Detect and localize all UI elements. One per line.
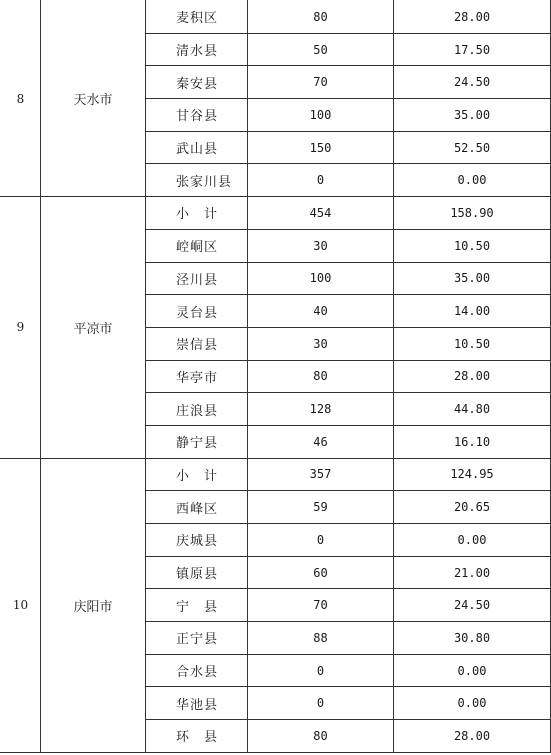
county-name: 秦安县 (146, 66, 248, 99)
amount-cell: 35.00 (394, 99, 551, 132)
count-cell: 59 (248, 491, 394, 524)
amount-cell: 24.50 (394, 589, 551, 622)
amount-cell: 30.80 (394, 622, 551, 655)
amount-cell: 28.00 (394, 1, 551, 34)
table-row (1, 458, 551, 491)
county-name: 崆峒区 (146, 229, 248, 262)
count-cell: 70 (248, 66, 394, 99)
count-cell: 0 (248, 524, 394, 557)
county-name: 小 计 (146, 458, 248, 491)
amount-cell: 10.50 (394, 327, 551, 360)
county-name: 甘谷县 (146, 99, 248, 132)
county-name: 泾川县 (146, 262, 248, 295)
county-name: 宁 县 (146, 589, 248, 622)
county-name: 灵台县 (146, 295, 248, 328)
amount-cell: 24.50 (394, 66, 551, 99)
table-body (1, 1, 551, 753)
count-cell: 46 (248, 425, 394, 458)
amount-cell: 20.65 (394, 491, 551, 524)
amount-cell: 21.00 (394, 556, 551, 589)
county-name: 清水县 (146, 33, 248, 66)
amount-cell: 52.50 (394, 131, 551, 164)
amount-cell: 10.50 (394, 229, 551, 262)
count-cell: 100 (248, 99, 394, 132)
amount-cell: 0.00 (394, 654, 551, 687)
county-name: 环 县 (146, 720, 248, 753)
count-cell: 80 (248, 360, 394, 393)
count-cell: 357 (248, 458, 394, 491)
count-cell: 60 (248, 556, 394, 589)
county-name: 华亭市 (146, 360, 248, 393)
count-cell: 454 (248, 197, 394, 230)
amount-cell: 28.00 (394, 720, 551, 753)
count-cell: 70 (248, 589, 394, 622)
county-name: 西峰区 (146, 491, 248, 524)
group-index: 8 (1, 1, 41, 197)
amount-cell: 35.00 (394, 262, 551, 295)
amount-cell: 0.00 (394, 687, 551, 720)
count-cell: 100 (248, 262, 394, 295)
amount-cell: 0.00 (394, 524, 551, 557)
group-index: 9 (1, 197, 41, 459)
count-cell: 128 (248, 393, 394, 426)
group-index: 10 (1, 458, 41, 752)
count-cell: 0 (248, 687, 394, 720)
count-cell: 50 (248, 33, 394, 66)
count-cell: 150 (248, 131, 394, 164)
count-cell: 80 (248, 1, 394, 34)
county-name: 张家川县 (146, 164, 248, 197)
amount-cell: 16.10 (394, 425, 551, 458)
table-row (1, 197, 551, 230)
amount-cell: 0.00 (394, 164, 551, 197)
count-cell: 30 (248, 229, 394, 262)
county-name: 庆城县 (146, 524, 248, 557)
county-name: 华池县 (146, 687, 248, 720)
amount-cell: 44.80 (394, 393, 551, 426)
table-row (1, 1, 551, 34)
county-name: 静宁县 (146, 425, 248, 458)
count-cell: 30 (248, 327, 394, 360)
county-name: 武山县 (146, 131, 248, 164)
county-name: 镇原县 (146, 556, 248, 589)
county-name: 庄浪县 (146, 393, 248, 426)
amount-cell: 158.90 (394, 197, 551, 230)
city-name: 平凉市 (41, 197, 146, 459)
city-name: 天水市 (41, 1, 146, 197)
city-name: 庆阳市 (41, 458, 146, 752)
count-cell: 40 (248, 295, 394, 328)
count-cell: 0 (248, 164, 394, 197)
county-name: 崇信县 (146, 327, 248, 360)
county-name: 合水县 (146, 654, 248, 687)
amount-cell: 124.95 (394, 458, 551, 491)
count-cell: 88 (248, 622, 394, 655)
county-name: 小 计 (146, 197, 248, 230)
count-cell: 80 (248, 720, 394, 753)
county-name: 正宁县 (146, 622, 248, 655)
amount-cell: 28.00 (394, 360, 551, 393)
count-cell: 0 (248, 654, 394, 687)
amount-cell: 17.50 (394, 33, 551, 66)
amount-cell: 14.00 (394, 295, 551, 328)
county-name: 麦积区 (146, 1, 248, 34)
